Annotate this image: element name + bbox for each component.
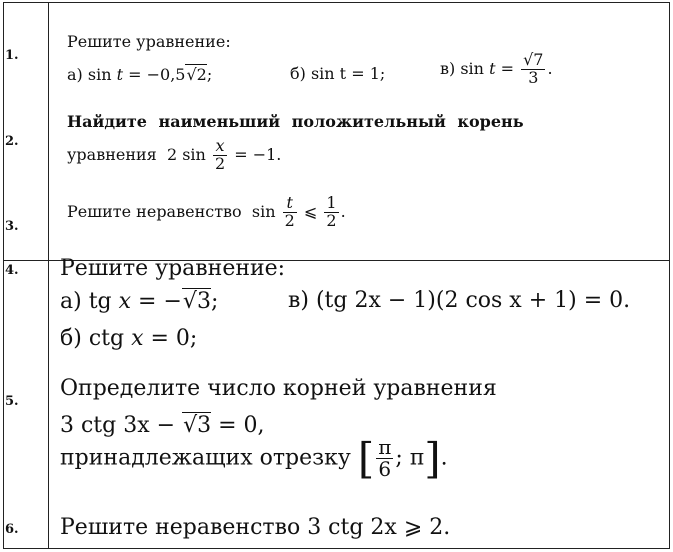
p3-fraction-lhs: $\frac{t}{2}$	[284, 193, 295, 230]
p3-fraction-rhs: $\frac{1}{2}$	[326, 193, 337, 230]
p5-fraction: $\frac{\pi}{6}$	[378, 435, 392, 481]
p1-part-b: б) sin t = 1;	[290, 64, 386, 83]
p5-line1: Определите число корней уравнения	[60, 376, 497, 401]
p5-line3: принадлежащих отрезку [ $\frac{\pi}{6}$ ; π].	[60, 433, 448, 483]
p4-part-c: в) (tg 2x − 1)(2 cos x + 1) = 0.	[288, 288, 631, 313]
p5-line2: 3 ctg 3x − √3 = 0,	[60, 413, 265, 438]
p1-title: Решите уравнение:	[67, 32, 231, 51]
p4-title: Решите уравнение:	[60, 256, 286, 281]
p2-line2: уравнения 2 sin $\frac{x}{2}$ = −1.	[67, 136, 282, 173]
problem-number-1: 1.	[5, 48, 19, 63]
p1-part-a: а) sin t = −0,5√2;	[67, 65, 213, 84]
problem-number-2: 2.	[5, 134, 19, 149]
p4-part-b: б) ctg x = 0;	[60, 326, 198, 351]
problem-number-6: 6.	[5, 522, 19, 537]
problem-number-3: 3.	[5, 219, 19, 234]
p6-line: Решите неравенство 3 ctg 2x ⩾ 2.	[60, 515, 451, 540]
p1-fraction: $\frac{√7}{3}$	[523, 50, 544, 87]
p4-part-a: а) tg x = −√3;	[60, 289, 219, 314]
problem-number-4: 4.	[5, 263, 19, 278]
column-divider	[48, 3, 49, 548]
p2-line1: Найдите наименьший положительный корень	[67, 112, 524, 131]
p2-fraction: $\frac{x}{2}$	[214, 136, 226, 173]
problem-number-5: 5.	[5, 394, 19, 409]
p3-line: Решите неравенство sin $\frac{t}{2}$ ⩽ $\frac{1}{2}$ .	[67, 193, 346, 230]
p1-part-c: в) sin t = $\frac{√7}{3}$ .	[440, 50, 553, 87]
